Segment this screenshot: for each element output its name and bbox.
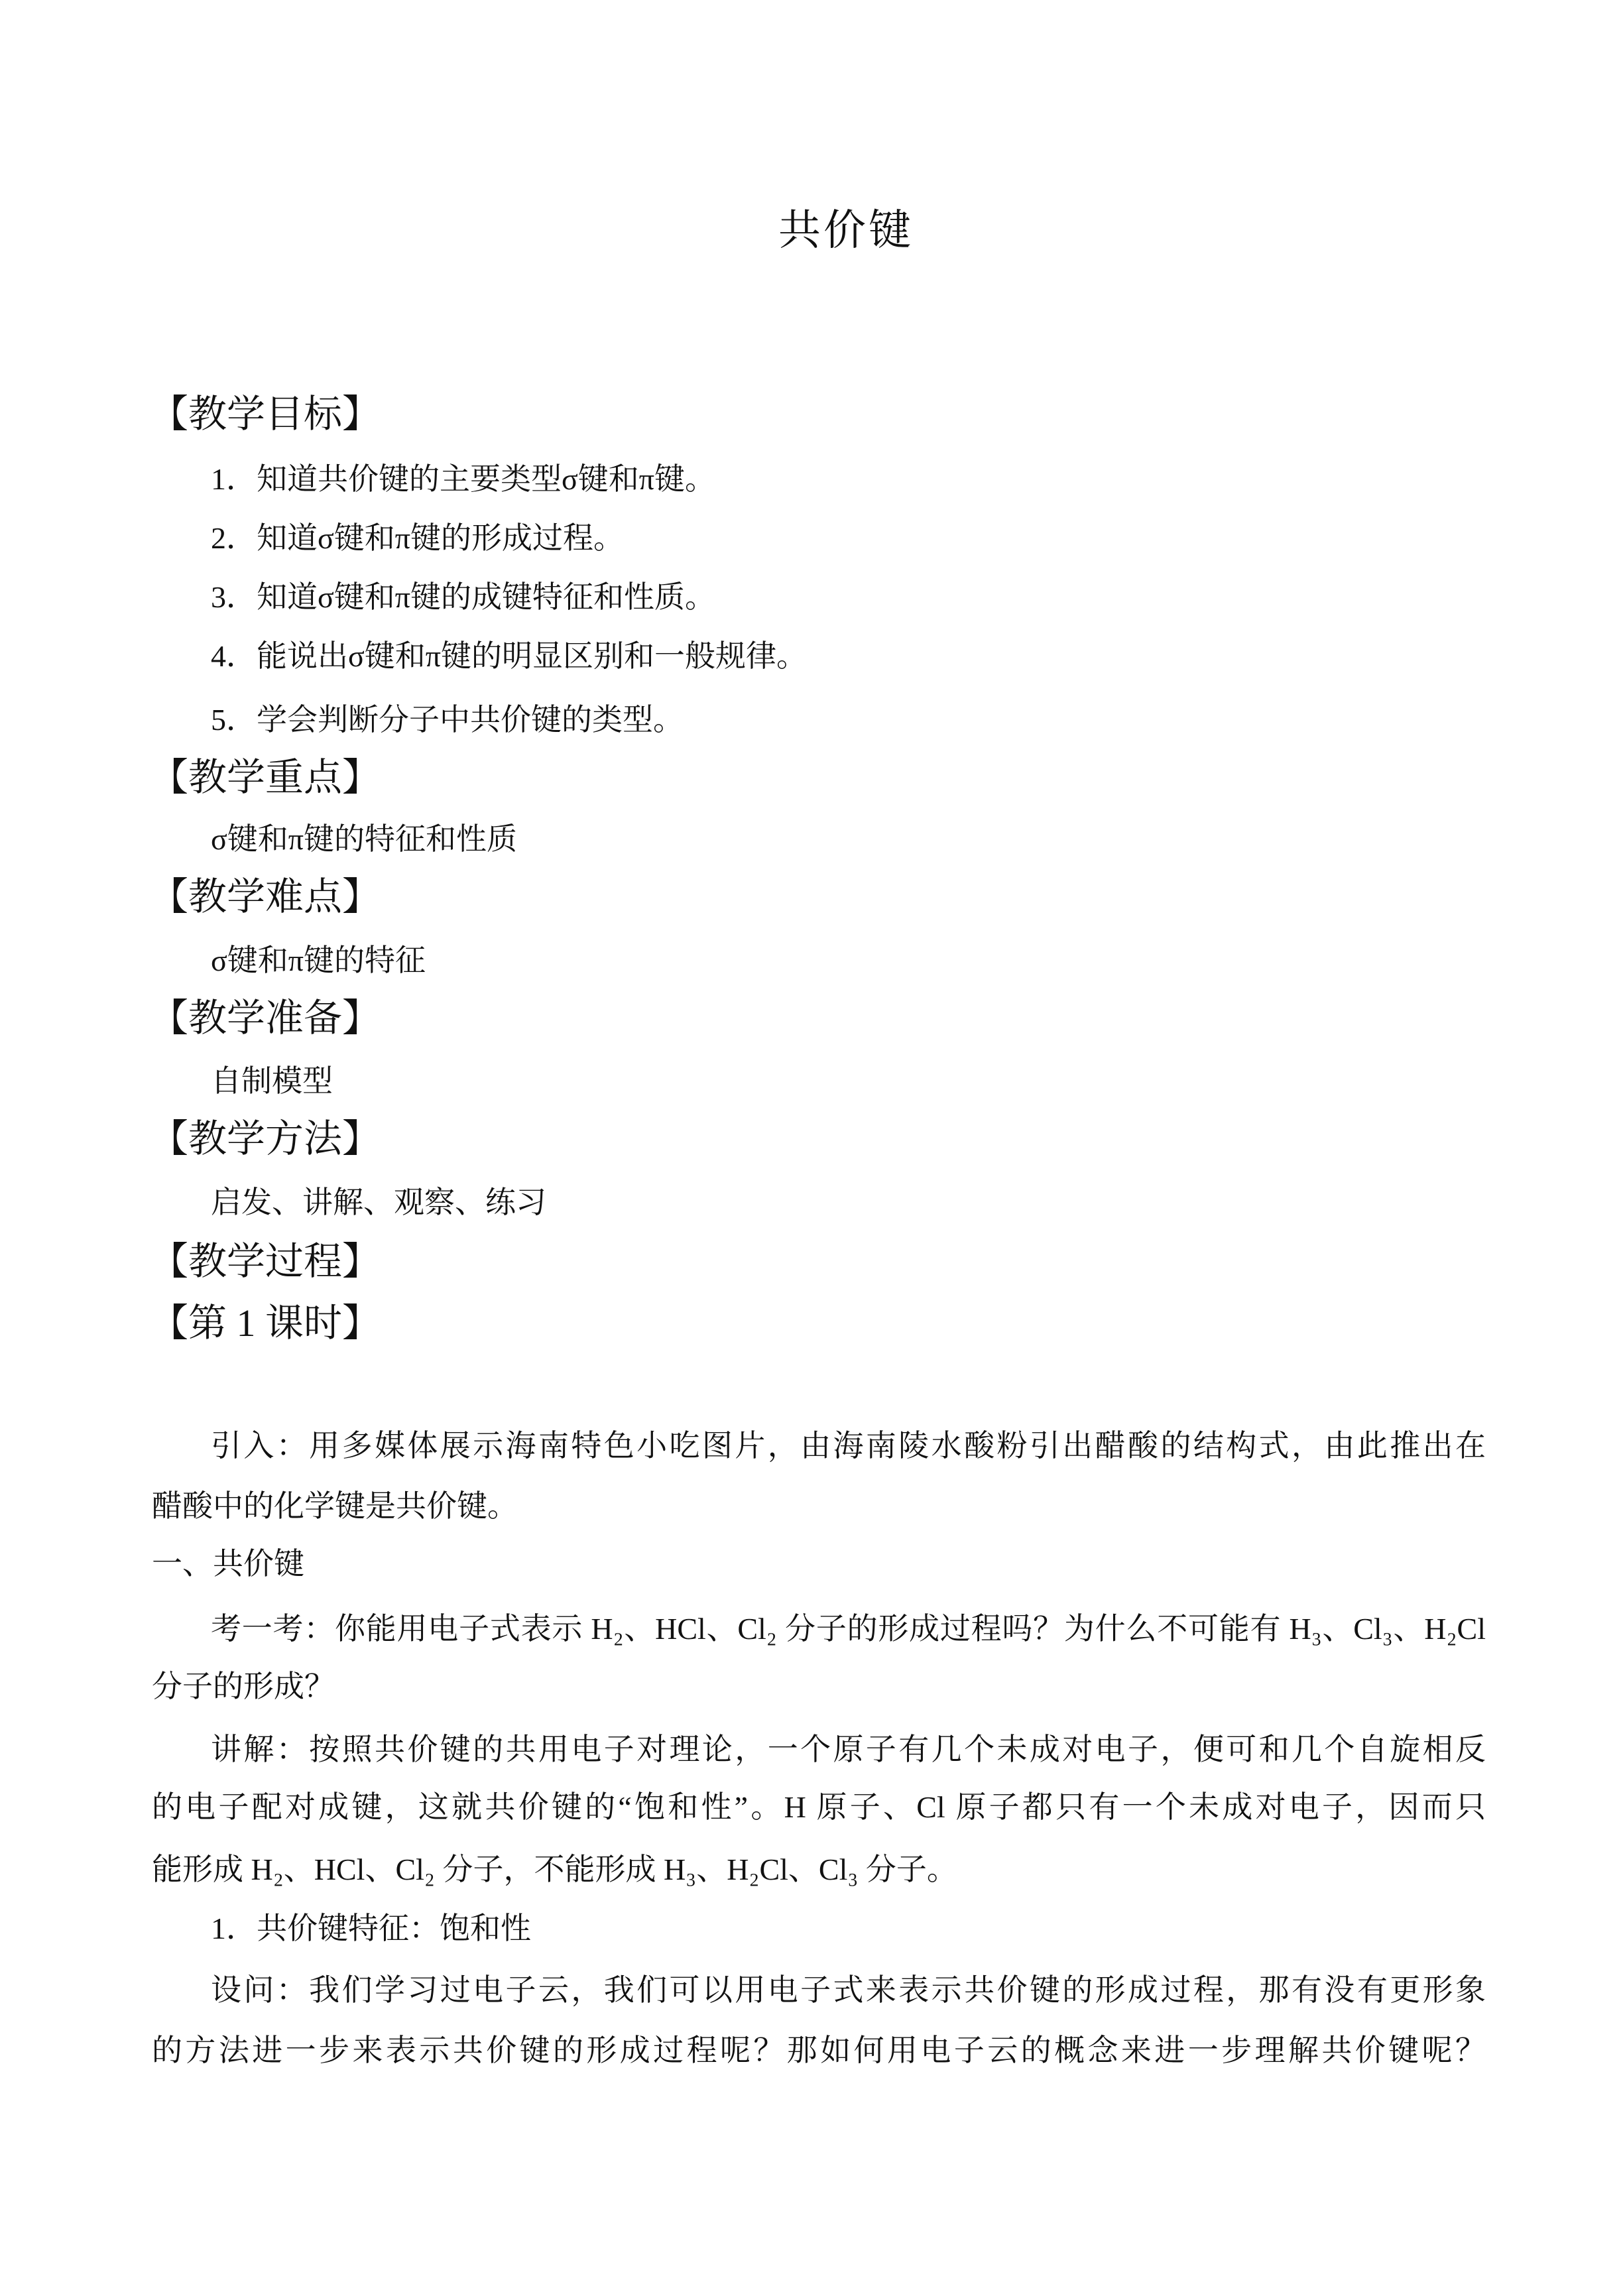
- objective-item-3: 3．知道σ键和π键的成键特征和性质。: [211, 580, 716, 614]
- difficulties-text: σ键和π键的特征: [211, 943, 426, 977]
- methods-heading: 【教学方法】: [150, 1117, 381, 1160]
- objective-item-4: 4．能说出σ键和π键的明显区别和一般规律。: [211, 639, 808, 673]
- methods-text: 启发、讲解、观察、练习: [211, 1185, 546, 1219]
- objectives-heading: 【教学目标】: [150, 393, 381, 436]
- quiz-line-1: 考一考：你能用电子式表示 H₂、HCl、Cl₂ 分子的形成过程吗？为什么不可能有 H₃、Cl₃、H₂Cl: [211, 1612, 1486, 1646]
- preparation-text: 自制模型: [211, 1064, 333, 1098]
- objective-item-2: 2．知道σ键和π键的形成过程。: [211, 521, 625, 555]
- process-heading: 【教学过程】: [150, 1240, 381, 1283]
- intro-line-2: 醋酸中的化学键是共价键。: [152, 1489, 518, 1523]
- section-one-heading: 一、共价键: [152, 1547, 304, 1581]
- difficulties-heading: 【教学难点】: [150, 875, 381, 918]
- explanation-line-3: 能形成 H₂、HCl、Cl₂ 分子，不能形成 H₃、H₂Cl、Cl₃ 分子。: [152, 1852, 957, 1886]
- lesson-heading: 【第 1 课时】: [150, 1301, 381, 1345]
- intro-line-1: 引入：用多媒体展示海南特色小吃图片，由海南陵水酸粉引出醋酸的结构式，由此推出在: [211, 1429, 1486, 1463]
- question-line-2: 的方法进一步来表示共价键的形成过程呢？那如何用电子云的概念来进一步理解共价键呢？: [152, 2033, 1486, 2067]
- document-title: 共价键: [778, 207, 914, 254]
- key-points-text: σ键和π键的特征和性质: [211, 822, 518, 856]
- key-points-heading: 【教学重点】: [150, 756, 381, 799]
- preparation-heading: 【教学准备】: [150, 997, 381, 1040]
- objective-item-1: 1．知道共价键的主要类型σ键和π键。: [211, 462, 716, 496]
- feature-line: 1．共价键特征：饱和性: [211, 1911, 531, 1945]
- explanation-line-1: 讲解：按照共价键的共用电子对理论，一个原子有几个未成对电子，便可和几个自旋相反: [211, 1732, 1486, 1766]
- explanation-line-2: 的电子配对成键，这就共价键的“饱和性”。H 原子、Cl 原子都只有一个未成对电子，因而只: [152, 1790, 1486, 1824]
- question-line-1: 设问：我们学习过电子云，我们可以用电子式来表示共价键的形成过程，那有没有更形象: [211, 1973, 1486, 2007]
- quiz-line-2: 分子的形成？: [152, 1669, 335, 1703]
- objective-item-5: 5．学会判断分子中共价键的类型。: [211, 703, 684, 737]
